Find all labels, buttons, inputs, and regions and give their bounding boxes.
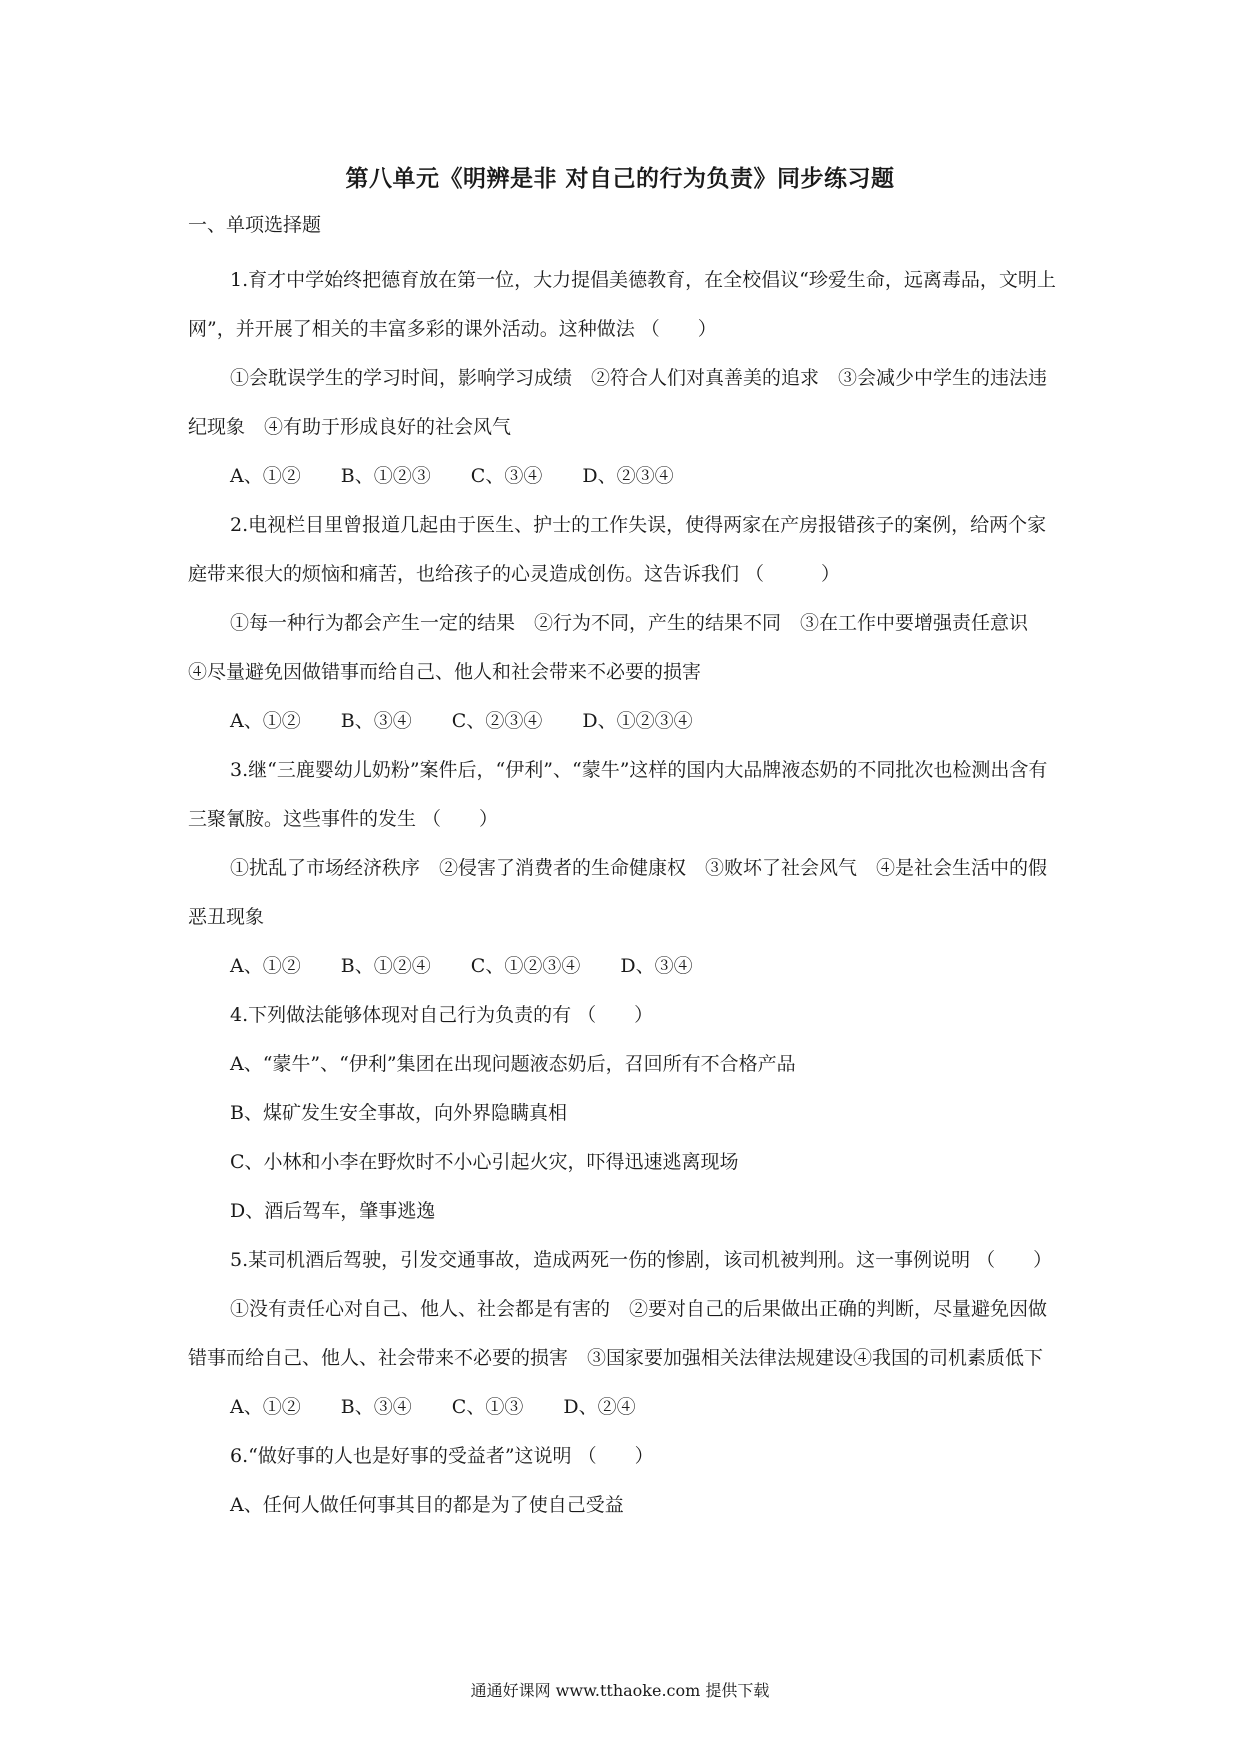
question-2-options xyxy=(188,697,1058,746)
question-5-statements: ①没有责任心对自己、他人、社会都是有害的 ②要对自己的后果做出正确的判断，尽量避免因做错事而给自己、他人、社会带来不必要的损害 ③国家要加强相关法律法规建设④我国的司机素质低下 xyxy=(188,1298,1048,1369)
question-2-stem: 2.电视栏目里曾报道几起由于医生、护士的工作失误，使得两家在产房报错孩子的案例，给两个家庭带来很大的烦恼和痛苦，也给孩子的心灵造成创伤。这告诉我们 （ ） xyxy=(188,514,1047,585)
question-1-stem: 1.育才中学始终把德育放在第一位，大力提倡美德教育，在全校倡议“珍爱生命，远离毒品，文明上网”，并开展了相关的丰富多彩的课外活动。这种做法 （ ） xyxy=(188,269,1056,340)
question-5-stem: 5.某司机酒后驾驶，引发交通事故，造成两死一伤的惨剧，该司机被判刑。这一事例说明 （ ） xyxy=(230,1249,1053,1271)
page-footer: 通通好课网 www.tthaoke.com 提供下载 xyxy=(470,1681,770,1700)
option-b: B、①②④ xyxy=(340,955,431,977)
option-c: C、②③④ xyxy=(451,710,543,732)
question-3-options xyxy=(188,942,1058,991)
option-a: A、①② xyxy=(230,710,301,732)
question-6-stem: 6.“做好事的人也是好事的受益者”这说明 （ ） xyxy=(230,1445,654,1467)
option-c: C、①③ xyxy=(451,1396,524,1418)
question-3-statements: ①扰乱了市场经济秩序 ②侵害了消费者的生命健康权 ③败坏了社会风气 ④是社会生活中的假恶丑现象 xyxy=(188,857,1048,928)
question-6-choice-a: A、任何人做任何事其目的都是为了使自己受益 xyxy=(230,1494,624,1516)
question-4-stem: 4.下列做法能够体现对自己行为负责的有 （ ） xyxy=(230,1004,654,1026)
option-c: C、①②③④ xyxy=(470,955,581,977)
option-d: D、③④ xyxy=(620,955,693,977)
option-d: D、②④ xyxy=(563,1396,636,1418)
question-3-stem: 3.继“三鹿婴幼儿奶粉”案件后，“伊利”、“蒙牛”这样的国内大品牌液态奶的不同批次也检测出含有三聚氰胺。这些事件的发生 （ ） xyxy=(188,759,1048,830)
question-4-choice-b: B、煤矿发生安全事故，向外界隐瞒真相 xyxy=(230,1102,567,1124)
question-2-statements: ①每一种行为都会产生一定的结果 ②行为不同，产生的结果不同 ③在工作中要增强责任意识 ④尽量避免因做错事而给自己、他人和社会带来不必要的损害 xyxy=(188,612,1048,683)
question-4-choice-d: D、酒后驾车，肇事逃逸 xyxy=(230,1200,436,1222)
option-b: B、③④ xyxy=(340,1396,412,1418)
document-title: 第八单元《明辨是非 对自己的行为负责》同步练习题 xyxy=(345,166,895,192)
option-d: D、①②③④ xyxy=(582,710,693,732)
option-b: B、①②③ xyxy=(340,465,431,487)
section-heading: 一、单项选择题 xyxy=(188,214,322,236)
question-4-choice-c: C、小林和小李在野炊时不小心引起火灾，吓得迅速逃离现场 xyxy=(230,1151,739,1173)
option-d: D、②③④ xyxy=(582,465,674,487)
question-1-options xyxy=(188,452,1058,501)
option-a: A、①② xyxy=(230,1396,301,1418)
option-a: A、①② xyxy=(230,465,301,487)
option-c: C、③④ xyxy=(470,465,543,487)
question-1-statements: ①会耽误学生的学习时间，影响学习成绩 ②符合人们对真善美的追求 ③会减少中学生的违法违纪现象 ④有助于形成良好的社会风气 xyxy=(188,367,1048,438)
question-5-options xyxy=(188,1383,1058,1432)
question-4-choice-a: A、“蒙牛”、“伊利”集团在出现问题液态奶后，召回所有不合格产品 xyxy=(230,1053,796,1075)
option-b: B、③④ xyxy=(340,710,412,732)
question-list xyxy=(188,256,1058,1530)
option-a: A、①② xyxy=(230,955,301,977)
